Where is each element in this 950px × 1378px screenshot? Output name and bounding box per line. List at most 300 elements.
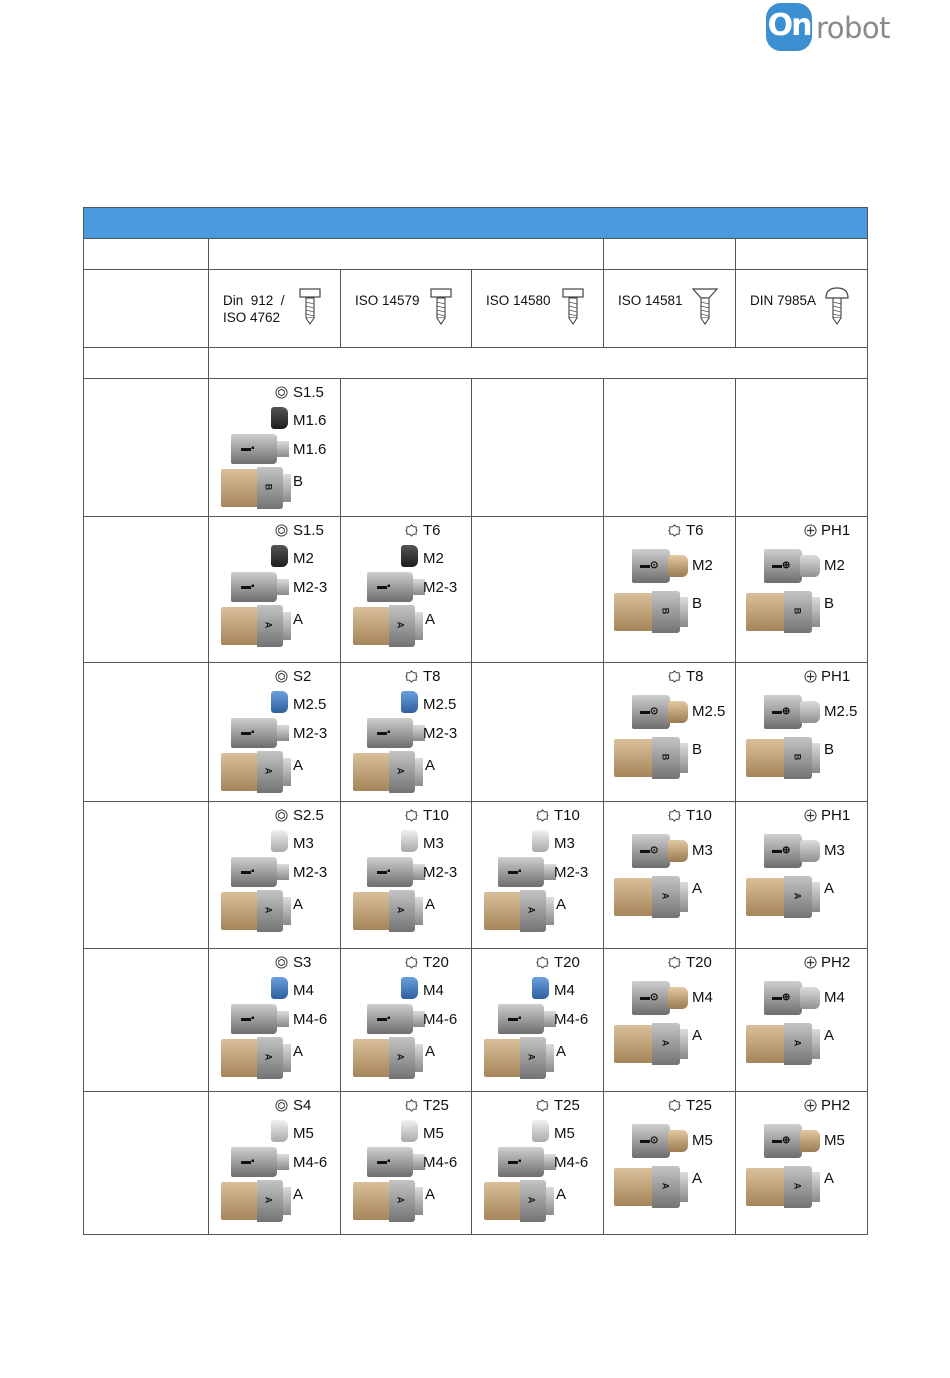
- bit-cell: [736, 517, 868, 663]
- holder-type-label: A: [425, 1043, 436, 1060]
- holder-brass-body: [484, 1039, 520, 1077]
- holder-neck: [546, 1187, 554, 1215]
- holder-neck: [283, 474, 291, 502]
- bit-size-label: M2.5: [293, 696, 327, 713]
- bit-cell: [341, 949, 472, 1092]
- row-label-cell: [84, 379, 209, 517]
- holder-type-label: A: [556, 1043, 567, 1060]
- holder-mark: B: [792, 607, 803, 615]
- holder-type-label: A: [824, 1170, 835, 1187]
- holder-neck: [415, 758, 423, 786]
- adapter-size-label: M2-3: [423, 725, 458, 742]
- holder-neck: [283, 758, 291, 786]
- holder-mark: A: [526, 906, 537, 914]
- bit-size-label: M2: [423, 550, 444, 567]
- bit-assembly: [736, 802, 867, 948]
- bit-tip: [800, 701, 820, 723]
- adapter-mark-glyph: ▬▪: [241, 443, 255, 454]
- bit-tip: [668, 1130, 688, 1152]
- bit-assembly: [736, 663, 867, 801]
- holder-neck: [812, 1172, 820, 1202]
- holder-type-label: B: [293, 473, 304, 490]
- bit-size-label: M4: [423, 982, 444, 999]
- bit-size-label: M4: [692, 989, 713, 1006]
- torx-icon: [668, 670, 681, 683]
- table-section-row: [84, 348, 868, 379]
- adapter-neck: [277, 441, 289, 457]
- adapter-mark-glyph: ▬⊙: [640, 845, 659, 856]
- adapter-mark-glyph: ▬⊕: [772, 560, 791, 571]
- adapter-mark-glyph: ▬▪: [377, 1013, 391, 1024]
- holder-mark: A: [526, 1053, 537, 1061]
- holder-brass-body: [221, 1182, 257, 1220]
- holder-type-label: A: [293, 1186, 304, 1203]
- holder-type-label: A: [556, 1186, 567, 1203]
- holder-mark: A: [792, 892, 803, 900]
- holder-mark: A: [660, 1039, 671, 1047]
- phillips-icon: [804, 524, 817, 537]
- size-row: [84, 379, 868, 517]
- holder-neck: [680, 597, 688, 627]
- adapter-mark-glyph: ▬▪: [377, 1156, 391, 1167]
- bit-size-label: M2.5: [423, 696, 457, 713]
- holder-neck: [812, 743, 820, 773]
- adapter-mark-glyph: ▬▪: [241, 1156, 255, 1167]
- holder-neck: [283, 1044, 291, 1072]
- holder-mark: A: [263, 1196, 274, 1204]
- drive-label: T20: [686, 954, 712, 971]
- drive-label: S4: [293, 1097, 312, 1114]
- bit-size-label: M5: [692, 1132, 713, 1149]
- bit-size-label: M5: [293, 1125, 314, 1142]
- bit-cell: [736, 949, 868, 1092]
- bit-size-label: M2.5: [824, 703, 858, 720]
- bit-tip: [800, 1130, 820, 1152]
- adapter-mark-glyph: ▬▪: [377, 581, 391, 592]
- holder-type-label: A: [293, 757, 304, 774]
- hex-socket-icon: [275, 386, 288, 399]
- holder-type-label: A: [425, 611, 436, 628]
- size-row: [84, 517, 868, 663]
- drive-label: T10: [554, 807, 580, 824]
- drive-label: PH2: [821, 954, 851, 971]
- bit-assembly: [604, 1092, 735, 1234]
- adapter-mark-glyph: ▬⊙: [640, 1135, 659, 1146]
- bit-cell: [209, 802, 341, 949]
- drive-label: T20: [554, 954, 580, 971]
- adapter-neck: [277, 864, 289, 880]
- adapter-size-label: M4-6: [293, 1011, 328, 1028]
- holder-mark: B: [660, 607, 671, 615]
- torx-icon: [405, 524, 418, 537]
- bit-cell: [209, 949, 341, 1092]
- adapter-neck: [277, 1154, 289, 1170]
- drive-label: T6: [423, 522, 441, 539]
- holder-neck: [812, 597, 820, 627]
- holder-brass-body: [353, 1182, 389, 1220]
- holder-type-label: A: [293, 611, 304, 628]
- holder-brass-body: [614, 593, 652, 631]
- standard-label: DIN 7985A: [750, 293, 817, 308]
- bit-tip: [271, 407, 288, 429]
- bit-size-label: M3: [293, 835, 314, 852]
- bit-size-label: M4: [554, 982, 575, 999]
- holder-mark: A: [263, 906, 274, 914]
- holder-neck: [546, 897, 554, 925]
- bit-assembly: [209, 949, 340, 1091]
- adapter-neck: [277, 725, 289, 741]
- bit-size-label: M5: [554, 1125, 575, 1142]
- holder-brass-body: [353, 607, 389, 645]
- bit-cell: [736, 802, 868, 949]
- logo-wordmark: robot: [816, 11, 891, 45]
- bit-tip: [401, 691, 418, 713]
- holder-brass-body: [746, 1025, 784, 1063]
- adapter-neck: [277, 1011, 289, 1027]
- adapter-mark-glyph: ▬⊕: [772, 1135, 791, 1146]
- phillips-icon: [804, 956, 817, 969]
- adapter-mark-glyph: ▬▪: [377, 727, 391, 738]
- socket-head-screw-icon: [296, 286, 324, 326]
- adapter-mark-glyph: ▬▪: [241, 727, 255, 738]
- torx-icon: [536, 809, 549, 822]
- adapter-size-label: M4-6: [554, 1154, 589, 1171]
- bit-cell: [604, 802, 736, 949]
- drive-label: T6: [686, 522, 704, 539]
- bit-assembly: [209, 379, 340, 516]
- drive-label: S3: [293, 954, 312, 971]
- adapter-mark-glyph: ▬⊙: [640, 992, 659, 1003]
- holder-mark: A: [792, 1182, 803, 1190]
- bit-cell: [472, 517, 604, 663]
- holder-brass-body: [484, 892, 520, 930]
- holder-neck: [680, 882, 688, 912]
- bit-cell: [472, 802, 604, 949]
- standard-label: ISO 14581: [618, 293, 683, 308]
- holder-brass-body: [746, 878, 784, 916]
- bit-cell: [604, 517, 736, 663]
- empty-cell: [604, 239, 736, 270]
- holder-mark: A: [395, 1196, 406, 1204]
- holder-neck: [680, 1172, 688, 1202]
- pan-head-screw-icon: [823, 286, 851, 326]
- holder-type-label: A: [293, 896, 304, 913]
- empty-cell: [736, 239, 868, 270]
- bit-assembly: [209, 1092, 340, 1234]
- bit-cell: [341, 517, 472, 663]
- holder-mark: A: [395, 621, 406, 629]
- bit-assembly: [604, 802, 735, 948]
- bit-assembly: [209, 663, 340, 801]
- bit-size-label: M2: [824, 557, 845, 574]
- logo-mark: On: [766, 3, 812, 51]
- holder-mark: A: [263, 621, 274, 629]
- standard-cell: [736, 270, 868, 348]
- bit-tip: [271, 830, 288, 852]
- holder-mark: A: [660, 1182, 671, 1190]
- bit-cell: [341, 802, 472, 949]
- drive-label: S1.5: [293, 384, 324, 401]
- holder-brass-body: [353, 892, 389, 930]
- standard-cell: [604, 270, 736, 348]
- adapter-size-label: M2-3: [423, 579, 458, 596]
- bit-cell: [341, 663, 472, 802]
- empty-cell: [84, 348, 209, 379]
- bit-tip: [271, 977, 288, 999]
- holder-brass-body: [746, 593, 784, 631]
- bit-size-label: M3: [824, 842, 845, 859]
- adapter-size-label: M4-6: [554, 1011, 589, 1028]
- bit-tip: [271, 545, 288, 567]
- phillips-icon: [804, 670, 817, 683]
- bit-assembly: [736, 517, 867, 662]
- holder-mark: A: [395, 906, 406, 914]
- adapter-mark-glyph: ▬⊙: [640, 560, 659, 571]
- holder-brass-body: [221, 753, 257, 791]
- holder-mark: A: [526, 1196, 537, 1204]
- adapter-mark-glyph: ▬⊙: [640, 706, 659, 717]
- bit-assembly: [736, 949, 867, 1091]
- bit-assembly: [472, 949, 603, 1091]
- row-label-cell: [84, 663, 209, 802]
- adapter-size-label: M2-3: [554, 864, 589, 881]
- holder-brass-body: [746, 739, 784, 777]
- holder-brass-body: [353, 1039, 389, 1077]
- bit-tip: [800, 555, 820, 577]
- holder-brass-body: [221, 469, 257, 507]
- bit-cell: [604, 379, 736, 517]
- torx-icon: [405, 1099, 418, 1112]
- adapter-mark-glyph: ▬▪: [241, 866, 255, 877]
- bit-assembly: [604, 663, 735, 801]
- adapter-size-label: M4-6: [423, 1011, 458, 1028]
- holder-mark: B: [263, 483, 274, 491]
- holder-type-label: A: [692, 1027, 703, 1044]
- bit-cell: [341, 1092, 472, 1235]
- holder-brass-body: [353, 753, 389, 791]
- torx-icon: [536, 1099, 549, 1112]
- size-row: [84, 949, 868, 1092]
- bit-tip: [401, 1120, 418, 1142]
- holder-mark: A: [395, 1053, 406, 1061]
- bit-assembly: [341, 663, 471, 801]
- bit-size-label: M5: [824, 1132, 845, 1149]
- holder-brass-body: [746, 1168, 784, 1206]
- holder-type-label: B: [692, 595, 703, 612]
- holder-type-label: A: [824, 880, 835, 897]
- holder-brass-body: [221, 1039, 257, 1077]
- bit-cell: [472, 379, 604, 517]
- holder-mark: A: [263, 767, 274, 775]
- bit-tip: [668, 840, 688, 862]
- adapter-mark-glyph: ▬▪: [377, 866, 391, 877]
- adapter-mark-glyph: ▬▪: [508, 1013, 522, 1024]
- drive-label: T20: [423, 954, 449, 971]
- torx-icon: [668, 956, 681, 969]
- bit-assembly: [604, 949, 735, 1091]
- torx-icon: [668, 1099, 681, 1112]
- standards-row: [84, 270, 868, 348]
- bit-cell: [604, 949, 736, 1092]
- bit-cell: [209, 517, 341, 663]
- size-row: [84, 802, 868, 949]
- holder-type-label: A: [425, 757, 436, 774]
- hex-socket-icon: [275, 524, 288, 537]
- drive-label: T25: [686, 1097, 712, 1114]
- cheese-head-screw-icon: [427, 286, 455, 326]
- holder-neck: [546, 1044, 554, 1072]
- holder-type-label: A: [293, 1043, 304, 1060]
- holder-neck: [812, 882, 820, 912]
- hex-socket-icon: [275, 809, 288, 822]
- drive-label: T10: [423, 807, 449, 824]
- empty-cell: [84, 239, 209, 270]
- countersunk-screw-icon: [691, 286, 719, 326]
- bit-tip: [532, 1120, 549, 1142]
- holder-neck: [283, 612, 291, 640]
- bit-size-label: M5: [423, 1125, 444, 1142]
- hex-socket-icon: [275, 1099, 288, 1112]
- adapter-mark-glyph: ▬▪: [508, 1156, 522, 1167]
- holder-mark: A: [263, 1053, 274, 1061]
- holder-neck: [415, 897, 423, 925]
- holder-type-label: A: [556, 896, 567, 913]
- holder-type-label: A: [425, 1186, 436, 1203]
- holder-mark: A: [660, 892, 671, 900]
- bit-cell: [472, 663, 604, 802]
- holder-type-label: A: [692, 1170, 703, 1187]
- row-label-cell: [84, 517, 209, 663]
- holder-type-label: B: [824, 741, 835, 758]
- holder-mark: B: [660, 753, 671, 761]
- drive-label: S2.5: [293, 807, 324, 824]
- holder-mark: A: [395, 767, 406, 775]
- bit-cell: [736, 379, 868, 517]
- bit-assembly: [209, 802, 340, 948]
- drive-label: S2: [293, 668, 312, 685]
- bit-size-label: M1.6: [293, 412, 327, 429]
- cheese-head-screw-icon: [559, 286, 587, 326]
- drive-label: PH1: [821, 807, 851, 824]
- screw-bit-table: [83, 207, 868, 1235]
- holder-brass-body: [614, 878, 652, 916]
- bit-cell: [209, 379, 341, 517]
- holder-neck: [415, 1044, 423, 1072]
- hex-socket-icon: [275, 956, 288, 969]
- bit-assembly: [341, 517, 471, 662]
- bit-assembly: [472, 802, 603, 948]
- adapter-mark-glyph: ▬▪: [241, 1013, 255, 1024]
- adapter-mark-glyph: ▬⊕: [772, 706, 791, 717]
- bit-tip: [668, 701, 688, 723]
- adapter-size-label: M2-3: [293, 864, 328, 881]
- standard-cell: [209, 270, 341, 348]
- bit-cell: [604, 663, 736, 802]
- adapter-mark-glyph: ▬⊕: [772, 845, 791, 856]
- empty-cell: [209, 348, 868, 379]
- torx-icon: [668, 809, 681, 822]
- holder-type-label: A: [692, 880, 703, 897]
- holder-brass-body: [221, 607, 257, 645]
- standard-cell: [472, 270, 604, 348]
- table-header-bar: [84, 208, 868, 239]
- drive-label: T8: [686, 668, 704, 685]
- bit-tip: [271, 1120, 288, 1142]
- holder-type-label: B: [692, 741, 703, 758]
- drive-label: T25: [423, 1097, 449, 1114]
- standard-label: ISO 14580: [486, 293, 551, 308]
- bit-assembly: [209, 517, 340, 662]
- drive-label: PH1: [821, 522, 851, 539]
- bit-tip: [271, 691, 288, 713]
- torx-icon: [405, 809, 418, 822]
- bit-assembly: [604, 517, 735, 662]
- standard-label: ISO 14579: [355, 293, 420, 308]
- bit-tip: [401, 830, 418, 852]
- table-subheader-row: [84, 239, 868, 270]
- adapter-size-label: M4-6: [293, 1154, 328, 1171]
- bit-assembly: [341, 802, 471, 948]
- row-label-cell: [84, 1092, 209, 1235]
- bit-cell: [209, 663, 341, 802]
- drive-label: T10: [686, 807, 712, 824]
- holder-brass-body: [614, 1025, 652, 1063]
- bit-cell: [736, 1092, 868, 1235]
- bit-size-label: M3: [423, 835, 444, 852]
- drive-label: PH1: [821, 668, 851, 685]
- adapter-mark-glyph: ▬⊕: [772, 992, 791, 1003]
- torx-icon: [536, 956, 549, 969]
- torx-icon: [668, 524, 681, 537]
- bit-assembly: [341, 949, 471, 1091]
- adapter-size-label: M1.6: [293, 441, 327, 458]
- holder-neck: [812, 1029, 820, 1059]
- bit-size-label: M4: [824, 989, 845, 1006]
- adapter-neck: [277, 579, 289, 595]
- holder-neck: [680, 1029, 688, 1059]
- holder-neck: [415, 1187, 423, 1215]
- bit-assembly: [472, 1092, 603, 1234]
- bit-tip: [800, 840, 820, 862]
- phillips-icon: [804, 1099, 817, 1112]
- hex-socket-icon: [275, 670, 288, 683]
- holder-type-label: A: [425, 896, 436, 913]
- drive-label: T25: [554, 1097, 580, 1114]
- onrobot-logo: [766, 3, 896, 55]
- empty-cell: [84, 270, 209, 348]
- bit-tip: [532, 830, 549, 852]
- holder-brass-body: [484, 1182, 520, 1220]
- adapter-size-label: M2-3: [293, 579, 328, 596]
- bit-cell: [472, 949, 604, 1092]
- torx-icon: [405, 956, 418, 969]
- drive-label: T8: [423, 668, 441, 685]
- holder-type-label: A: [824, 1027, 835, 1044]
- bit-assembly: [341, 1092, 471, 1234]
- row-label-cell: [84, 949, 209, 1092]
- standard-cell: [341, 270, 472, 348]
- empty-cell: [209, 239, 604, 270]
- holder-neck: [283, 1187, 291, 1215]
- bit-size-label: M3: [692, 842, 713, 859]
- adapter-size-label: M2-3: [423, 864, 458, 881]
- bit-cell: [341, 379, 472, 517]
- adapter-mark-glyph: ▬▪: [241, 581, 255, 592]
- holder-brass-body: [221, 892, 257, 930]
- bit-tip: [532, 977, 549, 999]
- holder-neck: [283, 897, 291, 925]
- bit-cell: [604, 1092, 736, 1235]
